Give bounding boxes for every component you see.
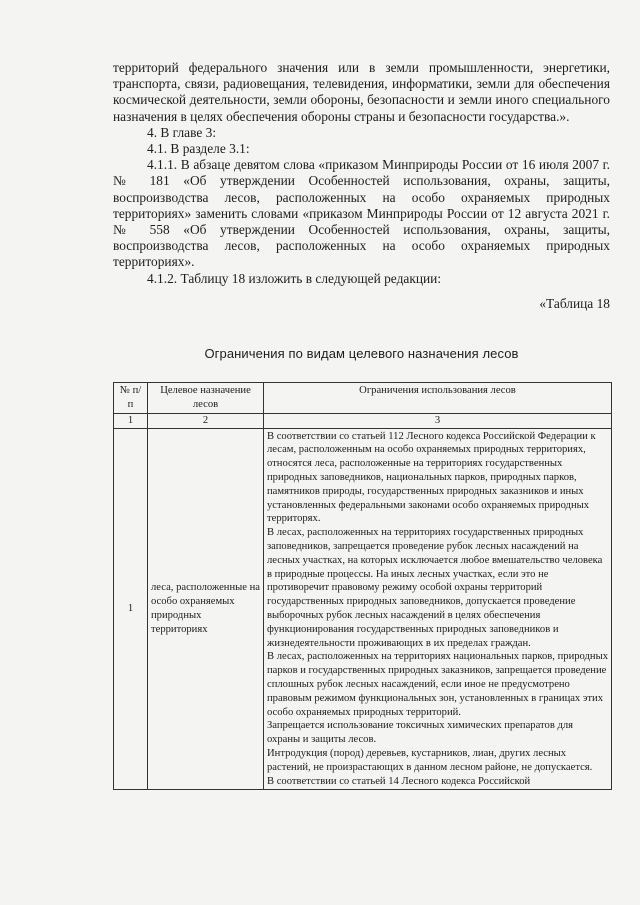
row-number: 1 [114,428,148,790]
table-header-row [114,383,612,414]
header-purpose: Целевое назначение лесов [148,383,264,414]
header-restrictions: Ограничения использования лесов [264,383,612,414]
restriction-paragraph: В лесах, расположенных на территориях национальных парков, природных парков и государственных природных заказников, запрещается проведение сплошных рубок лесных насаждений, если иное не предусмотрено правовым режимом функциональных зон, установленных в границах этих особо охраняемых природных территорий. [267,651,609,718]
restrictions-table [113,382,612,790]
paragraph-continuation: территорий федерального значения или в земли промышленности, энергетики, транспорта, связи, радиовещания, телевидения, информатики, земли для обеспечения космической деятельности, земли обороны, безопасности и земли иного специального назначения в целях обеспечения обороны страны и безопасности государства.». [113,60,610,124]
restriction-paragraph: В соответствии со статьей 112 Лесного кодекса Российской Федерации к лесам, расположенным на особо охраняемых природных территориях, относятся леса, расположенные на территориях государственных природных заповедников, национальных парков, природных парков, памятников природы, государственных природных заказников и иных установленных федеральными законами особо охраняемых природных территорях. [267,430,596,525]
table-label: «Таблица 18 [539,295,610,311]
restriction-paragraph: В соответствии со статьей 14 Лесного кодекса Российской [267,775,531,787]
column-number-2: 2 [148,413,264,428]
paragraph-4-1-2: 4.1.2. Таблицу 18 изложить в следующей редакции: [147,270,442,286]
header-number: № п/п [114,383,148,414]
body-text [113,60,610,312]
row-restrictions [264,428,612,790]
paragraph-chapter-3: 4. В главе 3: [147,124,217,140]
paragraph-4-1-1: 4.1.1. В абзаце девятом слова «приказом Минприроды России от 16 июля 2007 г. № 181 «Об утверждении Особенностей использования, охраны, защиты, воспроизводства лесов, расположенных на особо охраняемых природных территориях» заменить словами «приказом Минприроды России от 12 августа 2021 г. № 558 «Об утверждении Особенностей использования, охраны, защиты, воспроизводства лесов, расположенных на особо охраняемых природных территориях». [113,157,610,270]
column-number-3: 3 [264,413,612,428]
paragraph-section-3-1: 4.1. В разделе 3.1: [147,141,250,157]
restriction-paragraph: Интродукция (пород) деревьев, кустарников, лиан, других лесных растений, не произрастающих в данном лесном районе, не допускается. [267,747,593,773]
row-purpose: леса, расположенные на особо охраняемых природных территориях [148,428,264,790]
column-number-row [114,413,612,428]
column-number-1: 1 [114,413,148,428]
table-row [114,428,612,790]
table-caption: Ограничения по видам целевого назначения лесов [204,346,519,361]
restriction-paragraph: Запрещается использование токсичных химических препаратов для охраны и защиты лесов. [267,720,574,746]
restriction-paragraph: В лесах, расположенных на территориях государственных природных заповедников, запрещается проведение рубок лесных насаждений на лесных участках, на которых исключается любое вмешательство человека в природные процессы. На иных лесных участках, если это не противоречит правовому режиму особой охраны территорий государственных природных заповедников, допускается проведение выборочных рубок лесных насаждений в целях обеспечения функционирования государственных природных заповедников и жизнедеятельности проживающих в их пределах граждан. [267,527,603,649]
